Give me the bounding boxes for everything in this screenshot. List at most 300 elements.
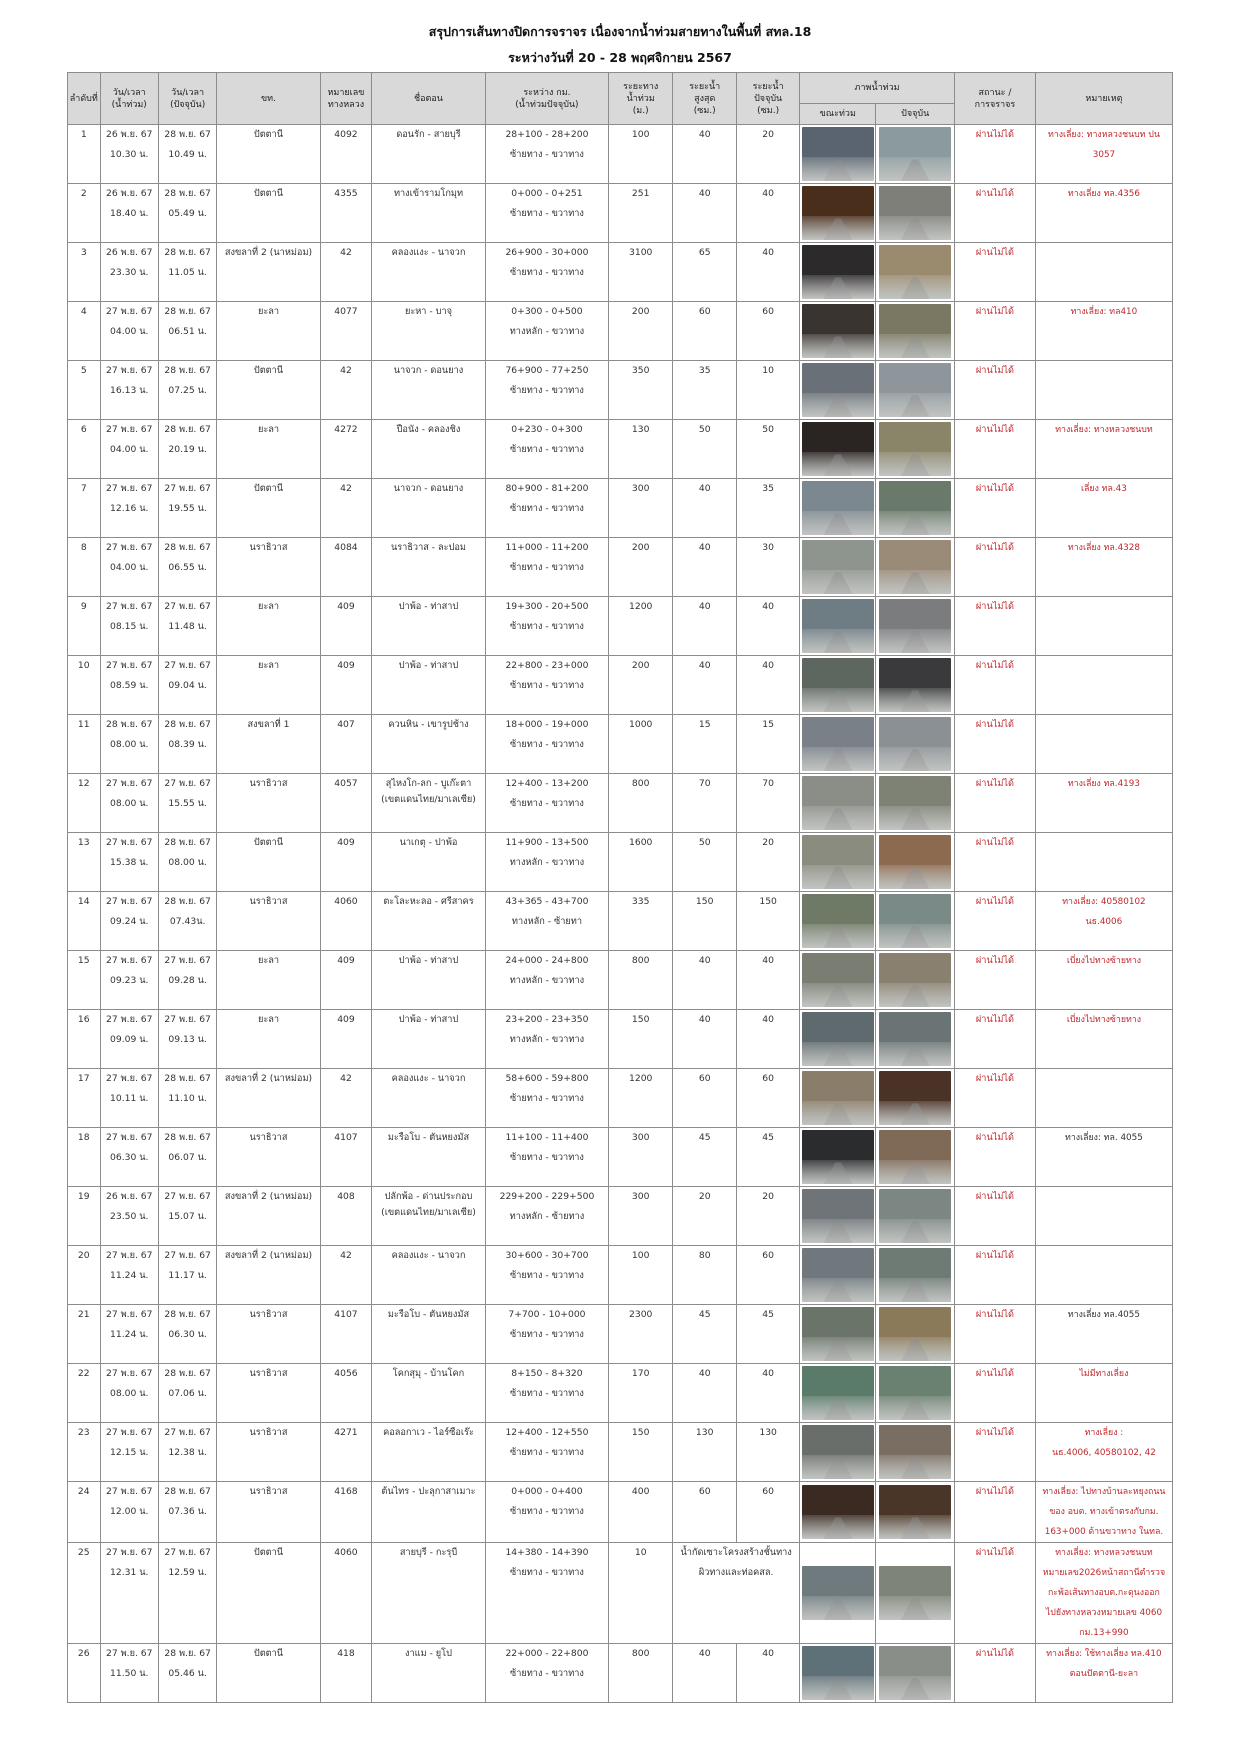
cell-line: 28+100 - 28+200 [505, 129, 589, 140]
photo-now-image [879, 1071, 951, 1125]
cell-max-level: 150 [673, 892, 737, 951]
cell-section [372, 1128, 485, 1187]
cell-current-datetime [158, 892, 216, 951]
cell-distance: 1000 [609, 715, 673, 774]
section-name: นาเกตุ - ปาพ้อ [399, 837, 458, 848]
remark-line: 163+000 ด้านขวาทาง ในทล. [1044, 1527, 1164, 1537]
cell-km [485, 1644, 609, 1703]
photo-during-image [802, 1012, 874, 1066]
photo-now-image [879, 1307, 951, 1361]
cell-no: 16 [68, 1010, 101, 1069]
hdr-line: น้ำท่วม [626, 93, 655, 104]
cell-photo-now [876, 1364, 955, 1423]
cell-route: 4107 [320, 1305, 372, 1364]
cell-current-level: 40 [737, 597, 800, 656]
cell-line: 09.09 น. [110, 1034, 149, 1045]
cell-line: 09.28 น. [168, 975, 207, 986]
cell-km [485, 892, 609, 951]
cell-km [485, 656, 609, 715]
road-shape [824, 1598, 853, 1620]
cell-current-level: 40 [737, 1364, 800, 1423]
closure-table [67, 72, 1173, 1703]
cell-photo-now [876, 1482, 955, 1543]
cell-district: สงขลาที่ 2 (นาหม่อม) [217, 1187, 320, 1246]
cell-line: ซ้ายทาง - ขวาทาง [509, 149, 584, 160]
hdr-line: การจราจร [974, 99, 1016, 110]
cell-flood-datetime [100, 1364, 158, 1423]
cell-line: 23.30 น. [110, 267, 149, 278]
cell-status: ผ่านไม่ได้ [955, 1246, 1036, 1305]
road-shape [901, 808, 930, 830]
col-route [320, 73, 372, 125]
cell-no: 3 [68, 243, 101, 302]
cell-status: ผ่านไม่ได้ [955, 1128, 1036, 1187]
cell-line: 28 พ.ย. 67 [106, 719, 153, 730]
road-shape [824, 454, 853, 476]
remark-line: ทางเลี่ยง ทล.4328 [1067, 543, 1140, 553]
cell-max-level: 130 [673, 1423, 737, 1482]
cell-current-level: 35 [737, 479, 800, 538]
cell-line: 27 พ.ย. 67 [106, 1427, 153, 1438]
cell-route: 409 [320, 951, 372, 1010]
cell-flood-datetime [100, 1069, 158, 1128]
cell-district: ปัตตานี [217, 1543, 320, 1644]
cell-district: ปัตตานี [217, 1644, 320, 1703]
cell-current-datetime [158, 420, 216, 479]
section-name: สุไหงโก-ลก - บูเก๊ะตา (เขตแดนไทย/มาเลเซีย) [381, 778, 476, 805]
photo-during-image [802, 1485, 874, 1539]
cell-distance: 1200 [609, 597, 673, 656]
cell-remark [1035, 833, 1172, 892]
cell-max-level: 20 [673, 1187, 737, 1246]
photo-now-image [879, 599, 951, 653]
road-shape [901, 1339, 930, 1361]
cell-remark [1035, 1644, 1172, 1703]
cell-line: 22+000 - 22+800 [505, 1648, 589, 1659]
cell-photo-during [800, 184, 876, 243]
cell-line: 18+000 - 19+000 [505, 719, 589, 730]
cell-photo-during [800, 1423, 876, 1482]
photo-during-image [802, 481, 874, 535]
cell-line: 27 พ.ย. 67 [106, 542, 153, 553]
cell-status: ผ่านไม่ได้ [955, 1482, 1036, 1543]
cell-line: 27 พ.ย. 67 [106, 1132, 153, 1143]
col-remark: หมายเหตุ [1035, 73, 1172, 125]
cell-line: 27 พ.ย. 67 [164, 1014, 211, 1025]
hdr-line: ทางหลวง [327, 99, 365, 110]
remark-line: เบี่ยงไปทางซ้ายทาง [1066, 956, 1142, 966]
cell-line: ซ้ายทาง - ขวาทาง [509, 267, 584, 278]
road-shape [901, 749, 930, 771]
cell-line: ซ้ายทาง - ขวาทาง [509, 739, 584, 750]
cell-line: ผิวทางและท่อคสล. [698, 1567, 774, 1578]
cell-flood-datetime [100, 1128, 158, 1187]
cell-line: ซ้ายทาง - ขวาทาง [509, 1329, 584, 1340]
section-name: นาจวก - ดอนยาง [393, 483, 464, 494]
cell-max-level: 40 [673, 597, 737, 656]
cell-photo-now [876, 1644, 955, 1703]
cell-line: 27 พ.ย. 67 [164, 778, 211, 789]
cell-line: 28 พ.ย. 67 [164, 896, 211, 907]
road-shape [824, 218, 853, 240]
cell-no: 14 [68, 892, 101, 951]
cell-photo-during [800, 1482, 876, 1543]
cell-km [485, 302, 609, 361]
remark-line: ทางเลี่ยง: ไปทางบ้านละหยุงถนน [1042, 1487, 1166, 1497]
cell-photo-during [800, 597, 876, 656]
cell-current-datetime [158, 125, 216, 184]
photo-now-image [879, 1366, 951, 1420]
photo-now-image [879, 894, 951, 948]
cell-status: ผ่านไม่ได้ [955, 1010, 1036, 1069]
col-current-date [158, 73, 216, 125]
cell-line: ซ้ายทาง - ขวาทาง [509, 444, 584, 455]
cell-section [372, 892, 485, 951]
road-shape [901, 1598, 930, 1620]
table-body [68, 125, 1173, 1703]
remark-line: กม.13+990 [1079, 1628, 1129, 1638]
cell-line: 27 พ.ย. 67 [164, 483, 211, 494]
cell-line: 28 พ.ย. 67 [164, 188, 211, 199]
cell-section [372, 833, 485, 892]
photo-during-image [802, 422, 874, 476]
road-shape [824, 1044, 853, 1066]
hdr-line: (ซม.) [693, 105, 716, 116]
cell-distance: 335 [609, 892, 673, 951]
remark-line: หมายเลข2026หน้าสถานีตำรวจ [1042, 1568, 1166, 1578]
col-photo-during: ขณะท่วม [800, 104, 876, 125]
table-row [68, 1423, 1173, 1482]
cell-current-datetime [158, 1305, 216, 1364]
cell-max-level: 40 [673, 1364, 737, 1423]
cell-section [372, 774, 485, 833]
cell-route: 409 [320, 833, 372, 892]
cell-line: ซ้ายทาง - ขวาทาง [509, 798, 584, 809]
photo-now-image [879, 658, 951, 712]
cell-line: 28 พ.ย. 67 [164, 837, 211, 848]
cell-route: 4092 [320, 125, 372, 184]
cell-section [372, 951, 485, 1010]
cell-km [485, 243, 609, 302]
cell-distance: 800 [609, 774, 673, 833]
cell-km [485, 1010, 609, 1069]
cell-district: นราธิวาส [217, 1482, 320, 1543]
cell-line: 10.11 น. [110, 1093, 149, 1104]
page-subtitle: ระหว่างวันที่ 20 - 28 พฤศจิกายน 2567 [508, 50, 732, 65]
remark-line: เบี่ยงไปทางซ้ายทาง [1066, 1015, 1142, 1025]
road-shape [824, 159, 853, 181]
photo-during-image [802, 245, 874, 299]
cell-status: ผ่านไม่ได้ [955, 833, 1036, 892]
cell-line: 27 พ.ย. 67 [164, 660, 211, 671]
cell-km [485, 125, 609, 184]
cell-line: 27 พ.ย. 67 [106, 1547, 153, 1558]
cell-district: นราธิวาส [217, 538, 320, 597]
hdr-line: หมายเลข [327, 87, 365, 98]
road-shape [901, 1162, 930, 1184]
cell-photo-during [800, 538, 876, 597]
remark-line: 3057 [1092, 150, 1116, 160]
cell-line: 11.17 น. [168, 1270, 207, 1281]
cell-distance: 150 [609, 1423, 673, 1482]
cell-current-level: 45 [737, 1305, 800, 1364]
cell-distance: 100 [609, 125, 673, 184]
cell-line: 08.00 น. [168, 857, 207, 868]
cell-flood-datetime [100, 833, 158, 892]
photo-during-image [802, 1366, 874, 1420]
cell-district: ปัตตานี [217, 833, 320, 892]
section-name: คลองแงะ - นาจวก [391, 1073, 466, 1084]
cell-district: สงขลาที่ 1 [217, 715, 320, 774]
hdr-line: (ม.) [632, 105, 649, 116]
cell-line: 27 พ.ย. 67 [106, 1309, 153, 1320]
cell-line: 12.38 น. [168, 1447, 207, 1458]
cell-status: ผ่านไม่ได้ [955, 656, 1036, 715]
cell-no: 13 [68, 833, 101, 892]
cell-flood-datetime [100, 1246, 158, 1305]
cell-remark [1035, 420, 1172, 479]
photo-during-image [802, 540, 874, 594]
cell-photo-during [800, 656, 876, 715]
cell-km [485, 1423, 609, 1482]
cell-photo-now [876, 243, 955, 302]
cell-district: ยะลา [217, 420, 320, 479]
cell-current-level: 50 [737, 420, 800, 479]
cell-line: 0+300 - 0+500 [511, 306, 583, 317]
photo-now-image [879, 127, 951, 181]
cell-line: 11+100 - 11+400 [505, 1132, 589, 1143]
cell-line: ซ้ายทาง - ขวาทาง [509, 1447, 584, 1458]
section-name: ปาพ้อ - ท่าสาป [398, 1014, 459, 1025]
cell-max-level: 65 [673, 243, 737, 302]
cell-line: ซ้ายทาง - ขวาทาง [509, 503, 584, 514]
cell-status: ผ่านไม่ได้ [955, 774, 1036, 833]
photo-now-image [879, 1425, 951, 1479]
cell-line: 11.05 น. [168, 267, 207, 278]
cell-remark [1035, 597, 1172, 656]
cell-km [485, 774, 609, 833]
cell-line: 0+230 - 0+300 [511, 424, 583, 435]
cell-line: 26 พ.ย. 67 [106, 188, 153, 199]
cell-flood-datetime [100, 1305, 158, 1364]
cell-flood-datetime [100, 479, 158, 538]
cell-photo-now [876, 184, 955, 243]
cell-remark [1035, 1482, 1172, 1543]
hdr-line: ระยะทาง [623, 81, 659, 92]
road-shape [824, 1221, 853, 1243]
cell-route: 4271 [320, 1423, 372, 1482]
section-name: ปือนัง - คลองชิง [396, 424, 461, 435]
cell-line: 80+900 - 81+200 [505, 483, 589, 494]
cell-photo-now [876, 1305, 955, 1364]
remark-line: ทางเลี่ยง: ทางหลวงชนบท [1055, 425, 1153, 435]
cell-route: 4060 [320, 892, 372, 951]
section-name: ตะโละหะลอ - ศรีสาคร [383, 896, 474, 907]
road-shape [901, 336, 930, 358]
cell-flood-datetime [100, 715, 158, 774]
cell-current-datetime [158, 538, 216, 597]
cell-line: ซ้ายทาง - ขวาทาง [509, 385, 584, 396]
hdr-line: สถานะ / [978, 87, 1012, 98]
cell-max-level: 40 [673, 479, 737, 538]
remark-line: ทางเลี่ยง: ทางหลวงชนบท [1055, 1548, 1153, 1558]
cell-photo-during [800, 715, 876, 774]
cell-line: ซ้ายทาง - ขวาทาง [509, 1152, 584, 1163]
photo-during-image [802, 1646, 874, 1700]
cell-photo-during [800, 833, 876, 892]
cell-line: 27 พ.ย. 67 [106, 424, 153, 435]
cell-photo-now [876, 597, 955, 656]
cell-current-datetime [158, 184, 216, 243]
cell-district: นราธิวาส [217, 1305, 320, 1364]
cell-line: 7+700 - 10+000 [508, 1309, 586, 1320]
cell-line: 58+600 - 59+800 [505, 1073, 589, 1084]
cell-km [485, 1246, 609, 1305]
cell-photo-now [876, 833, 955, 892]
road-shape [901, 631, 930, 653]
cell-line: 23+200 - 23+350 [505, 1014, 589, 1025]
photo-now-image [879, 1130, 951, 1184]
col-km [485, 73, 609, 125]
photo-now-image [879, 186, 951, 240]
cell-distance: 800 [609, 951, 673, 1010]
cell-status: ผ่านไม่ได้ [955, 184, 1036, 243]
road-shape [901, 572, 930, 594]
photo-now-image [879, 540, 951, 594]
cell-current-level: 40 [737, 1644, 800, 1703]
cell-km [485, 184, 609, 243]
cell-km [485, 597, 609, 656]
photo-now-image [879, 776, 951, 830]
cell-flood-datetime [100, 420, 158, 479]
cell-status: ผ่านไม่ได้ [955, 1644, 1036, 1703]
cell-current-datetime [158, 951, 216, 1010]
cell-line: ทางหลัก - ขวาทาง [509, 326, 585, 337]
cell-current-datetime [158, 1543, 216, 1644]
cell-current-level: 130 [737, 1423, 800, 1482]
hdr-line: วัน/เวลา [171, 87, 205, 98]
cell-line: 28 พ.ย. 67 [164, 1486, 211, 1497]
cell-distance: 300 [609, 479, 673, 538]
remark-line: ทางเลี่ยง ทล.4356 [1067, 189, 1140, 199]
table-row [68, 125, 1173, 184]
photo-now-image [879, 1189, 951, 1243]
cell-no: 9 [68, 597, 101, 656]
cell-district: ยะลา [217, 597, 320, 656]
cell-km [485, 715, 609, 774]
road-shape [901, 1457, 930, 1479]
cell-line: 12.31 น. [110, 1567, 149, 1578]
cell-section [372, 1187, 485, 1246]
cell-distance: 350 [609, 361, 673, 420]
cell-current-level: 30 [737, 538, 800, 597]
col-photo-now: ปัจจุบัน [876, 104, 955, 125]
road-shape [824, 336, 853, 358]
cell-line: 20.19 น. [168, 444, 207, 455]
cell-flood-datetime [100, 597, 158, 656]
cell-remark [1035, 1543, 1172, 1644]
cell-line: 27 พ.ย. 67 [106, 896, 153, 907]
cell-district: ยะลา [217, 951, 320, 1010]
road-shape [824, 985, 853, 1007]
cell-line: ซ้ายทาง - ขวาทาง [509, 208, 584, 219]
cell-current-level: 60 [737, 1246, 800, 1305]
cell-line: 12+400 - 13+200 [505, 778, 589, 789]
cell-line: ทางหลัก - ขวาทาง [509, 1034, 585, 1045]
cell-current-datetime [158, 243, 216, 302]
cell-line: 28 พ.ย. 67 [164, 1648, 211, 1659]
road-shape [901, 1221, 930, 1243]
cell-max-level: 60 [673, 302, 737, 361]
cell-remark [1035, 715, 1172, 774]
photo-during-image [802, 658, 874, 712]
cell-section [372, 1482, 485, 1543]
table-header [68, 73, 1173, 125]
cell-flood-datetime [100, 243, 158, 302]
cell-no: 21 [68, 1305, 101, 1364]
table-row [68, 1305, 1173, 1364]
cell-route: 4355 [320, 184, 372, 243]
table-row [68, 538, 1173, 597]
cell-line: 11.48 น. [168, 621, 207, 632]
cell-remark [1035, 892, 1172, 951]
photo-during-image [802, 717, 874, 771]
remark-line: ทางเลี่ยง ทล.4193 [1067, 779, 1140, 789]
cell-km [485, 420, 609, 479]
table-row [68, 302, 1173, 361]
road-shape [824, 572, 853, 594]
cell-km [485, 479, 609, 538]
section-name: ปาพ้อ - ท่าสาป [398, 955, 459, 966]
cell-status: ผ่านไม่ได้ [955, 1187, 1036, 1246]
cell-section [372, 1010, 485, 1069]
photo-now-image [879, 422, 951, 476]
cell-section [372, 1069, 485, 1128]
cell-no: 8 [68, 538, 101, 597]
page-title: สรุปการเส้นทางปิดการจราจร เนื่องจากน้ำท่วมสายทางในพื้นที่ สทล.18 [428, 24, 812, 39]
photo-during-image [802, 953, 874, 1007]
cell-distance: 130 [609, 420, 673, 479]
cell-line: 08.00 น. [110, 798, 149, 809]
cell-max-level: 70 [673, 774, 737, 833]
cell-section [372, 125, 485, 184]
cell-status: ผ่านไม่ได้ [955, 1069, 1036, 1128]
cell-line: 08.15 น. [110, 621, 149, 632]
cell-line: 27 พ.ย. 67 [164, 601, 211, 612]
cell-line: 28 พ.ย. 67 [164, 365, 211, 376]
cell-max-level: 60 [673, 1482, 737, 1543]
cell-photo-now [876, 656, 955, 715]
cell-line: 27 พ.ย. 67 [106, 306, 153, 317]
cell-line: 06.07 น. [168, 1152, 207, 1163]
cell-no: 25 [68, 1543, 101, 1644]
hdr-line: ระยะน้ำ [752, 81, 784, 92]
cell-line: 11.50 น. [110, 1668, 149, 1679]
col-photos: ภาพน้ำท่วม [800, 73, 955, 104]
section-name: นราธิวาส - ละปอม [390, 542, 466, 553]
cell-flood-datetime [100, 656, 158, 715]
cell-no: 23 [68, 1423, 101, 1482]
cell-remark [1035, 1187, 1172, 1246]
cell-line: 09.13 น. [168, 1034, 207, 1045]
cell-section [372, 1305, 485, 1364]
remark-line: ทางเลี่ยง: 40580102 [1062, 897, 1146, 907]
cell-line: 09.04 น. [168, 680, 207, 691]
cell-line: ทางหลัก - ขวาทาง [509, 857, 585, 868]
cell-line: 28 พ.ย. 67 [164, 129, 211, 140]
cell-current-level: 40 [737, 951, 800, 1010]
cell-photo-now [876, 1543, 955, 1644]
